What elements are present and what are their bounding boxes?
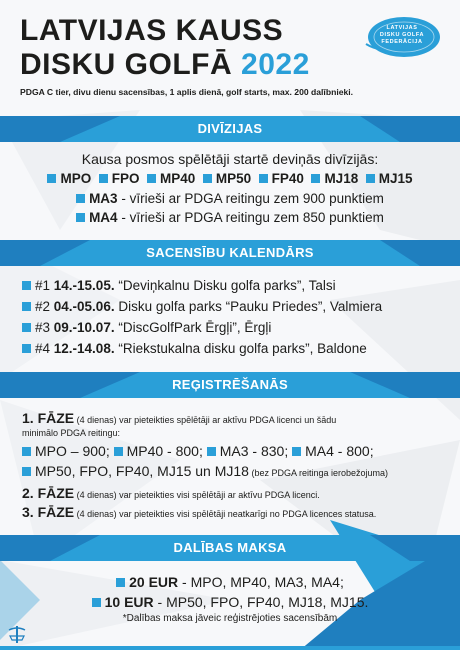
title-year: 2022 [241, 48, 310, 81]
fee-line-1: 20 EUR - MPO, MP40, MA3, MA4; [0, 574, 460, 590]
calendar-event: #3 09.-10.07. “DiscGolfPark Ērgļi”, Ērgļi [22, 320, 271, 335]
phase-3-line: 3. FĀZE (4 dienas) var pieteikties visi spēlētāji neatkarīgi no PDGA licences statusa. [22, 504, 377, 520]
division-ma3: MA3 - vīrieši ar PDGA reitingu zem 900 punktiem [0, 191, 460, 206]
calendar-heading: SACENSĪBU KALENDĀRS [146, 245, 314, 260]
fee-note: *Dalības maksa jāveic reģistrējoties sacensībām [122, 613, 338, 624]
phase-1-line: 1. FĀZE (4 dienas) var pieteikties spēlētāji ar aktīvu PDGA licenci un šādu [22, 410, 337, 426]
division-code: MJ18 [311, 171, 358, 186]
ratings-list-2: MP50, FPO, FP40, MJ15 un MJ18 (bez PDGA reitinga ierobežojuma) [22, 463, 388, 479]
subtitle: PDGA C tier, divu dienu sacensības, 1 aplis dienā, golf starts, max. 200 dalībnieki. [20, 87, 354, 97]
logo-text-1: LATVIJAS [386, 25, 418, 31]
division-code: MJ15 [366, 171, 413, 186]
division-code: FP40 [259, 171, 304, 186]
ratings-list: MPO – 900; MP40 - 800; MA3 - 830; MA4 - 800; [22, 443, 374, 459]
disc-golf-basket-icon [6, 624, 28, 644]
logo-text-3: FEDERĀCIJA [381, 39, 423, 45]
title-line-2 [20, 50, 310, 80]
fees-heading: DALĪBAS MAKSA [173, 540, 287, 555]
phase-1-line-2: minimālo PDGA reitingu: [22, 428, 121, 438]
division-ma4: MA4 - vīrieši ar PDGA reitingu zem 850 punktiem [0, 210, 460, 225]
title-text: DISKU GOLFĀ [20, 48, 233, 81]
fee-line-2: 10 EUR - MP50, FPO, FP40, MJ18, MJ15. [0, 594, 460, 610]
phase-2-line: 2. FĀZE (4 dienas) var pieteikties visi spēlētāji ar aktīvu PDGA licenci. [22, 485, 320, 501]
division-code: MP40 [147, 171, 195, 186]
calendar-event: #4 12.-14.08. “Riekstukalna disku golfa parks”, Baldone [22, 341, 367, 356]
division-code: MPO [47, 171, 91, 186]
division-code: MP50 [203, 171, 251, 186]
division-code: FPO [99, 171, 140, 186]
title-line-1: LATVIJAS KAUSS [20, 14, 284, 47]
divisions-heading: DIVĪZIJAS [197, 121, 263, 136]
bottom-stripe [0, 646, 460, 650]
calendar-event: #1 14.-15.05. “Deviņkalnu Disku golfa parks”, Talsi [22, 278, 336, 293]
calendar-event: #2 04.-05.06. Disku golfa parks “Pauku Priedes”, Valmiera [22, 299, 382, 314]
registration-heading: REĢISTRĒŠANĀS [172, 377, 288, 392]
divisions-intro: Kausa posmos spēlētāji startē deviņās divīzijās: [81, 151, 379, 167]
division-codes [0, 171, 460, 186]
logo-text-2: DISKU GOLFA [379, 32, 425, 38]
